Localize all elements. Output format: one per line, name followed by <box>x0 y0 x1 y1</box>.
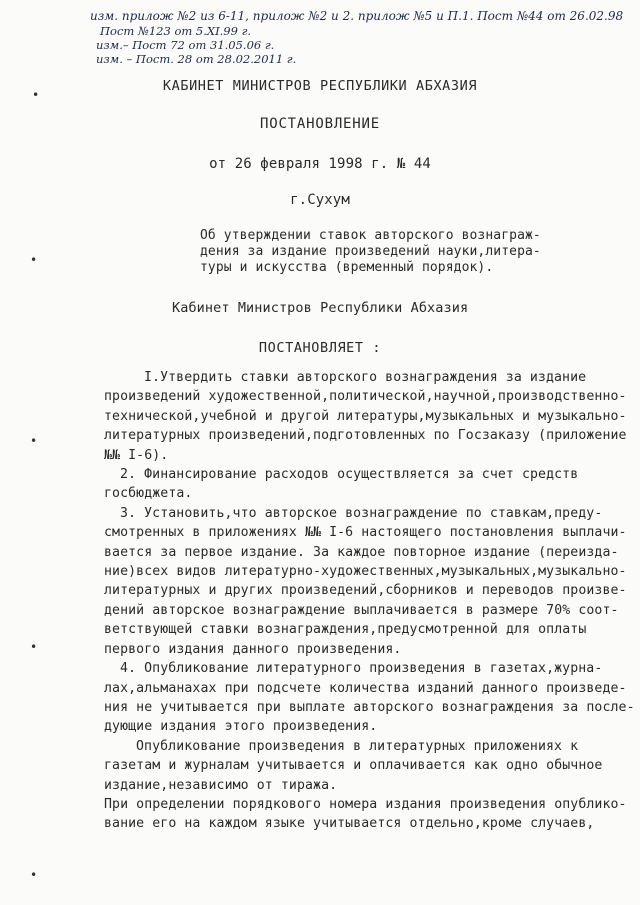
body-line: ния не учитывается при выплате авторского вознаграждения за после- <box>104 699 635 715</box>
authority-heading: КАБИНЕТ МИНИСТРОВ РЕСПУБЛИКИ АБХАЗИЯ <box>162 78 478 94</box>
body-line: ветствующей ставки вознаграждения,предусмотренной для оплаты <box>104 622 587 638</box>
body-line: 4. Опубликование литературного произведения в газетах,журна- <box>120 661 603 677</box>
hole-punch-mark: • <box>30 868 38 882</box>
body-line: При определении порядкового номера издания произведения опублико- <box>104 796 627 812</box>
city-line: г.Сухум <box>290 192 350 208</box>
body-line: лах,альманахах при подсчете количества изданий данного произведе- <box>104 680 627 696</box>
subject-line: туры и искусства (временный порядок). <box>200 260 494 275</box>
body-line: произведений художественной,политической,научной,производственно- <box>104 389 627 405</box>
body-line: литературных произведений,подготовленных по Госзаказу (приложение <box>104 428 627 444</box>
hole-punch-mark: • <box>30 434 38 448</box>
body-line: первого издания данного произведения. <box>104 641 402 657</box>
issuer-line: Кабинет Министров Республики Абхазия <box>172 300 469 316</box>
handwritten-annotation: Пост №123 от 5.ХI.99 г. <box>100 24 252 38</box>
hole-punch-mark: • <box>30 253 38 267</box>
body-line: технической,учебной и другой литературы,музыкальных и музыкально- <box>104 408 627 424</box>
handwritten-annotation: изм. прилож №2 из 6-11, прилож №2 и 2. прилож №5 и П.1. Пост №44 от 26.02.98 <box>90 9 624 23</box>
body-line: газетам и журналам учитывается и оплачивается как одно обычное <box>104 758 603 774</box>
subject-line: Об утверждении ставок авторского вознаграж- <box>200 228 541 243</box>
resolution-body <box>104 368 635 834</box>
hole-punch-mark: • <box>32 88 40 102</box>
resolves-heading: ПОСТАНОВЛЯЕТ : <box>258 340 382 356</box>
body-line: дующие издания этого произведения. <box>104 719 378 735</box>
date-number-line: от 26 февраля 1998 г. № 44 <box>209 156 431 172</box>
body-line: госбюджета. <box>104 486 193 502</box>
body-line: I.Утвердить ставки авторского вознаграждения за издание <box>144 370 587 385</box>
body-line: 3. Установить,что авторское вознаграждение по ставкам,преду- <box>120 505 603 521</box>
document-type-heading: ПОСТАНОВЛЕНИЕ <box>260 116 380 132</box>
hole-punch-mark: • <box>30 640 38 654</box>
body-line: литературных и других произведений,сборников и переводов произве- <box>104 583 627 599</box>
subject-line: дения за издание произведений науки,литера- <box>200 244 541 259</box>
body-line: смотренных в приложениях №№ I-6 настоящего постановления выплачи- <box>104 525 627 541</box>
subject-block <box>200 228 540 276</box>
body-line: вание его на каждом языке учитывается отдельно,кроме случаев, <box>104 816 595 832</box>
body-line: издание,независимо от тиража. <box>104 777 338 793</box>
body-line: дений авторское вознаграждение выплачивается в размере 70% соот- <box>104 602 619 618</box>
body-line: ние)всех видов литературно-художественных,музыкальных,музыкально- <box>104 564 627 580</box>
body-line: 2. Финансирование расходов осуществляется за счет средств <box>120 467 579 483</box>
body-line: №№ I-6). <box>104 447 169 463</box>
handwritten-annotation: изм. – Пост. 28 от 28.02.2011 г. <box>96 52 297 66</box>
handwritten-annotation: изм.– Пост 72 от 31.05.06 г. <box>96 38 275 52</box>
body-line: Опубликование произведения в литературных приложениях к <box>136 738 579 754</box>
body-line: вается за первое издание. За каждое повторное издание (переизда- <box>104 544 619 560</box>
